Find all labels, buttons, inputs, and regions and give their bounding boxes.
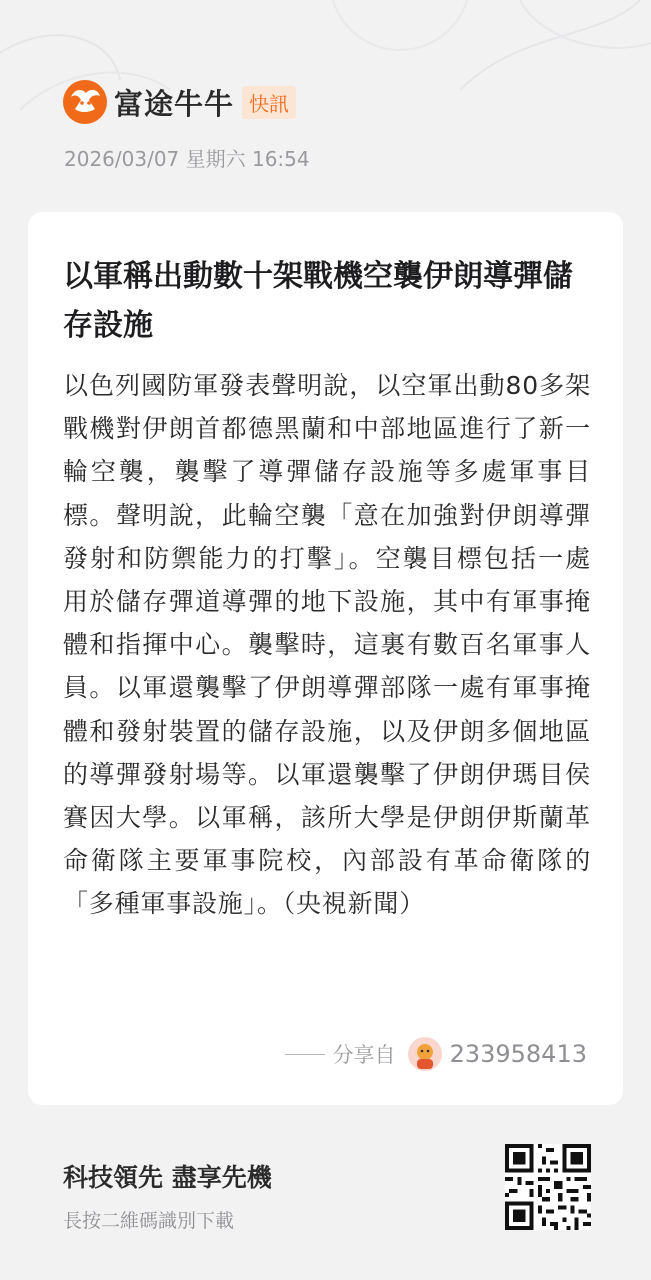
brand-header <box>62 79 296 125</box>
divider <box>285 1054 325 1055</box>
user-avatar <box>408 1037 442 1071</box>
shared-by-user: 233958413 <box>449 1040 587 1068</box>
brand-name: 富途牛牛 <box>114 86 235 121</box>
news-flash-badge: 快訊 <box>242 86 296 119</box>
article-card <box>28 212 623 1105</box>
article-title: 以軍稱出動數十架戰機空襲伊朗導彈儲存設施 <box>63 259 573 343</box>
futu-bull-icon <box>62 79 108 125</box>
footer-slogan: 科技領先 盡享先機 <box>63 1163 272 1192</box>
article-body: 以色列國防軍發表聲明說，以空軍出動80多架戰機對伊朗首都德黑蘭和中部地區進行了新一輪空襲，襲擊了導彈儲存設施等多處軍事目標。聲明說，此輪空襲「意在加強對伊朗導彈發射和防禦能力的打擊」。空襲目標包括一處用於儲存彈道導彈的地下設施，其中有軍事掩體和指揮中心。襲擊時，這裏有數百名軍事人員。以軍還襲擊了伊朗導彈部隊一處有軍事掩體和發射裝置的儲存設施，以及伊朗多個地區的導彈發射場等。以軍還襲擊了伊朗伊瑪目侯賽因大學。以軍稱，該所大學是伊朗伊斯蘭革命衛隊主要軍事院校，內部設有革命衛隊的「多種軍事設施」。（央視新聞） <box>63 371 591 919</box>
qr-code-icon[interactable] <box>505 1144 591 1230</box>
footer-download-hint: 長按二維碼識別下載 <box>63 1210 235 1232</box>
publish-date: 2026/03/07 星期六 16:54 <box>64 147 310 171</box>
shared-from <box>285 1037 587 1071</box>
shared-from-label: 分享自 <box>332 1043 396 1067</box>
